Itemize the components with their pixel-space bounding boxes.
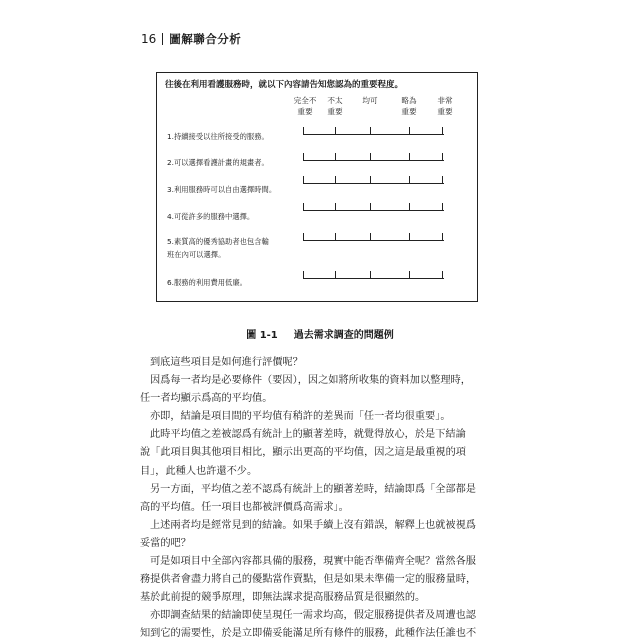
- rating-tick: [442, 153, 443, 161]
- scale-label-line1: 均可: [362, 96, 378, 105]
- survey-item-4: [167, 210, 254, 223]
- header-divider: [162, 33, 163, 45]
- survey-item-text: 班在內可以選擇。: [167, 250, 226, 259]
- scale-label-line2: 重要: [327, 107, 343, 116]
- rating-tick: [409, 153, 410, 161]
- rating-tick: [370, 271, 371, 279]
- survey-item-6: [167, 276, 247, 289]
- rating-tick: [409, 127, 410, 135]
- body-line: 此時平均值之差被認爲有統計上的顯著差時，就覺得放心，於是下結論: [150, 429, 466, 441]
- body-text: [140, 354, 492, 644]
- rating-tick: [370, 127, 371, 135]
- body-line: 務提供者會盡力將自己的優點當作賣點，但是如果未準備一定的服務量時，: [140, 574, 477, 586]
- rating-tick: [409, 203, 410, 211]
- body-line: 說「此項目與其他項目相比，顯示出更高的平均值，因之這是最重視的項: [140, 447, 466, 459]
- body-line: 高的平均值。任一項目也都被評價爲高需求」。: [140, 501, 349, 513]
- body-line: 上述兩者均是經常見到的結論。如果手續上沒有錯誤，解釋上也就被視爲: [150, 519, 476, 531]
- body-line: 目」，此種人也許還不少。: [140, 465, 258, 477]
- scale-label-line2: 重要: [401, 107, 417, 116]
- body-line: 知到它的需要性，於是立即備妥能滿足所有條件的服務，此種作法任誰也不: [140, 628, 477, 640]
- scale-label-3: [355, 95, 385, 106]
- body-line: 因爲每一者均是必要條件（要因），因之如將所收集的資料加以整理時，: [150, 375, 471, 387]
- rating-tick: [335, 233, 336, 241]
- rating-scale-line: [303, 235, 444, 241]
- rating-tick: [442, 203, 443, 211]
- rating-tick: [409, 271, 410, 279]
- scale-label-line1: 略為: [401, 96, 417, 105]
- rating-scale-line: [303, 205, 444, 211]
- rating-tick: [303, 233, 304, 241]
- scale-label-4: [394, 95, 424, 117]
- page-number: 16: [141, 32, 157, 46]
- rating-tick: [442, 271, 443, 279]
- rating-scale-line: [303, 273, 444, 279]
- rating-tick: [303, 203, 304, 211]
- rating-tick: [335, 271, 336, 279]
- scale-label-line2: 重要: [297, 107, 313, 116]
- survey-item-5: [167, 235, 269, 261]
- body-line: 妥當的吧？: [140, 537, 191, 549]
- survey-prompt: 往後在利用看護服務時，就以下內容請告知您認為的重要程度。: [165, 80, 404, 90]
- rating-tick: [335, 203, 336, 211]
- rating-tick: [370, 203, 371, 211]
- body-line: 基於此前提的競爭原理，即無法謀求提高服務品質是很顯然的。: [140, 592, 426, 604]
- rating-tick: [442, 127, 443, 135]
- survey-item-2: [167, 156, 269, 169]
- rating-scale-line: [303, 129, 444, 135]
- scale-label-5: [430, 95, 460, 117]
- rating-scale-line: [303, 155, 444, 161]
- rating-tick: [303, 153, 304, 161]
- body-line: 亦即調查結果的結論即使呈現任一需求均高，假定服務提供者及周遭也認: [150, 610, 476, 622]
- body-line: 亦即，結論是項目間的平均值有稍許的差異而「任一者均很重要」。: [150, 411, 451, 423]
- figure-label: 圖 1-1: [246, 330, 278, 341]
- survey-item-1: [167, 130, 269, 143]
- rating-tick: [303, 271, 304, 279]
- survey-item-text: 2.可以選擇看護計畫的規畫者。: [167, 158, 269, 167]
- survey-item-text: 4.可從許多的服務中選擇。: [167, 212, 255, 221]
- scale-label-line1: 完全不: [293, 96, 317, 105]
- rating-tick: [370, 176, 371, 184]
- scale-label-2: [320, 95, 350, 117]
- survey-item-text: 1.持續接受以往所接受的服務。: [167, 132, 269, 141]
- rating-tick: [442, 176, 443, 184]
- book-title: 圖解聯合分析: [169, 32, 242, 46]
- scale-label-line1: 非常: [437, 96, 453, 105]
- rating-tick: [335, 153, 336, 161]
- body-line: 任一者均顯示爲高的平均值。: [140, 393, 273, 405]
- rating-tick: [409, 176, 410, 184]
- figure-caption: [0, 326, 640, 341]
- rating-tick: [335, 176, 336, 184]
- rating-tick: [335, 127, 336, 135]
- scale-label-line2: 重要: [437, 107, 453, 116]
- scale-label-line1: 不太: [327, 96, 343, 105]
- rating-scale-line: [303, 178, 444, 184]
- figure-title: 過去需求調查的問題例: [293, 330, 394, 341]
- body-line: 到底這些項目是如何進行評價呢？: [150, 357, 303, 368]
- rating-tick: [442, 233, 443, 241]
- rating-tick: [303, 176, 304, 184]
- body-line: 另一方面，平均值之差不認爲有統計上的顯著差時，結論即爲「全部都是: [150, 483, 476, 495]
- body-line: 可是如項目中全部內容都具備的服務，現實中能否準備齊全呢？當然各服: [150, 556, 476, 568]
- page-header: [141, 31, 241, 47]
- rating-tick: [303, 127, 304, 135]
- survey-item-text: 5.素質高的優秀協助者也包含輸: [167, 237, 269, 246]
- survey-item-3: [167, 183, 276, 196]
- rating-tick: [409, 233, 410, 241]
- scale-label-1: [290, 95, 320, 117]
- rating-tick: [370, 153, 371, 161]
- survey-item-text: 6.服務的利用費用低廉。: [167, 278, 247, 287]
- survey-figure: [156, 72, 478, 302]
- rating-tick: [370, 233, 371, 241]
- survey-item-text: 3.利用服務時可以自由選擇時間。: [167, 185, 277, 194]
